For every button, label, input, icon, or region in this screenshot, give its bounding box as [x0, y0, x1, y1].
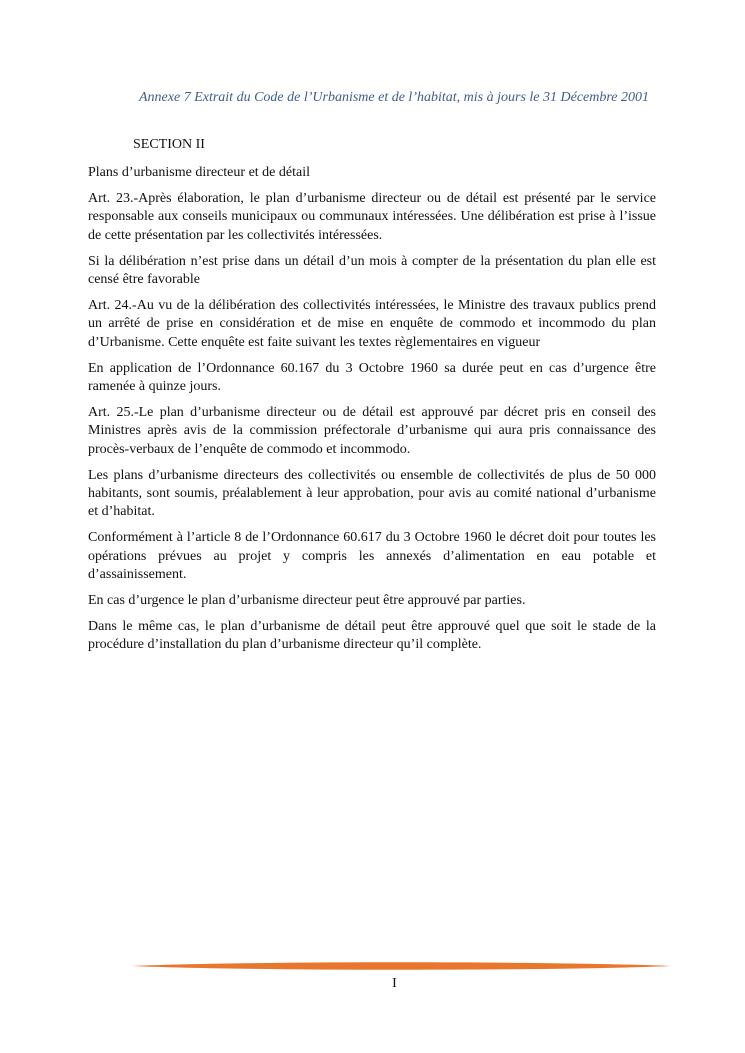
paragraph-art-23: Art. 23.-Après élaboration, le plan d’urbanisme directeur ou de détail est présenté par le service responsable aux conseils municipaux ou communaux intéressées. Une délibération est prise à l’issue de cette présentation par les collectivités intéressées.: [88, 191, 656, 243]
paragraph-art-25: Art. 25.-Le plan d’urbanisme directeur ou de détail est approuvé par décret pris en conseil des Ministres après avis de la commission préfectorale d’urbanisme qui aura pris connaissance des procès-verbaux de l’enquête de commodo et incommodo.: [88, 405, 656, 457]
paragraph-article-8: Conformément à l’article 8 de l’Ordonnance 60.617 du 3 Octobre 1960 le décret doit pour toutes les opérations prévues au projet y compris les annexés d’alimentation en eau potable et d’assainissement.: [88, 530, 656, 582]
body-text: [88, 164, 656, 663]
paragraph-detail-plan: Dans le même cas, le plan d’urbanisme de détail peut être approuvé quel que soit le stade de la procédure d’installation du plan d’urbanisme directeur qu’il complète.: [88, 619, 656, 653]
paragraph-national-committee: Les plans d’urbanisme directeurs des collectivités ou ensemble de collectivités de plus de 50 000 habitants, sont soumis, préalablement à leur approbation, pour avis au comité national d’urbanisme et d’habitat.: [88, 467, 656, 520]
paragraph-ordonnance-duration: En application de l’Ordonnance 60.167 du 3 Octobre 1960 sa durée peut en cas d’urgence être ramenée à quinze jours.: [88, 360, 656, 395]
footer-rule-shape: [132, 962, 672, 970]
section-heading: SECTION II: [133, 137, 205, 152]
paragraph-art-24: Art. 24.-Au vu de la délibération des collectivités intéressées, le Ministre des travaux publics prend un arrêté de prise en considération et de mise en enquête de commodo et incommodo du plan d’Urbanisme. Cette enquête est faite suivant les textes règlementaires en vigueur: [88, 298, 656, 350]
annex-caption: Annexe 7 Extrait du Code de l’Urbanisme et de l’habitat, mis à jours le 31 Décembre 2001: [139, 90, 649, 105]
page-number: I: [392, 976, 397, 991]
paragraph-urgency: En cas d’urgence le plan d’urbanisme directeur peut être approuvé par parties.: [88, 593, 526, 609]
subheading-plans: Plans d’urbanisme directeur et de détail: [88, 165, 310, 180]
paragraph-deliberation-delay: Si la délibération n’est prise dans un détail d’un mois à compter de la présentation du plan elle est censé être favorable: [88, 253, 656, 288]
footer-rule: [132, 959, 672, 973]
